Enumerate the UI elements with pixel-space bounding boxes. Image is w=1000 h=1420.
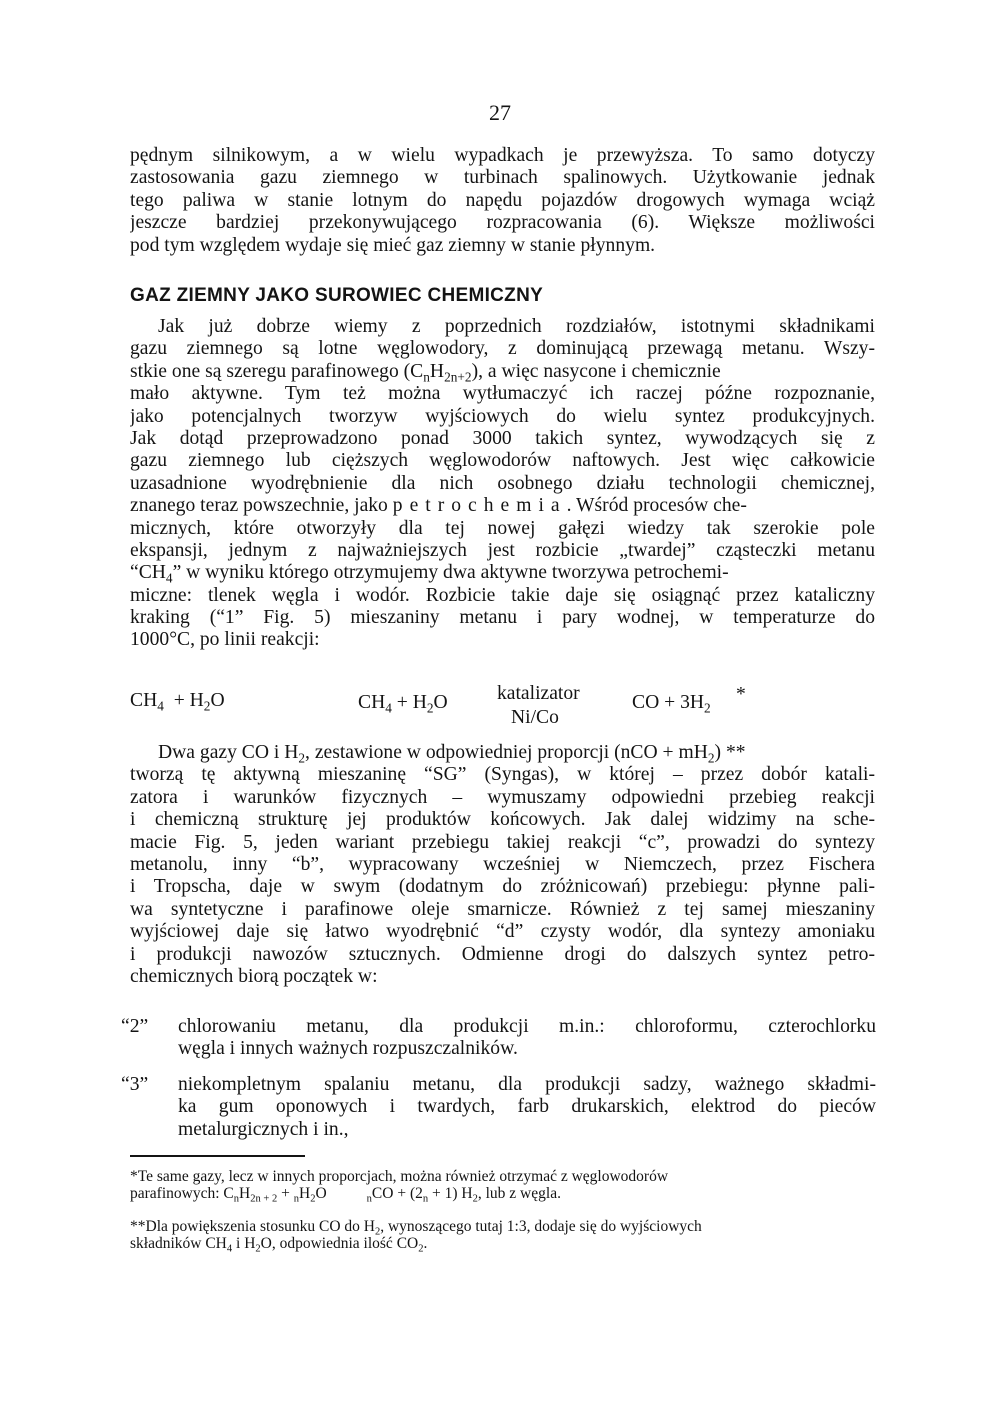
footnote-separator — [130, 1155, 305, 1157]
footnote-2 — [130, 1218, 890, 1255]
text-line: jako potencjalnych tworzyw wyjściowych do wielu syntez produkcyjnych. — [130, 405, 875, 427]
text-line: miczne: tlenek węgla i wodór. Rozbicie takie daje się osiągnąć przez kataliczny — [130, 584, 875, 606]
text-line: Dwa gazy CO i $H_2$, zestawione w odpowiedniej proporcji $(nCO + mH_2)$ ** — [158, 742, 746, 765]
text-line: węgla i innych ważnych rozpuszczalników. — [178, 1038, 518, 1060]
footnote-marker: * — [736, 684, 746, 705]
list-item-label: “3” — [121, 1074, 149, 1095]
reaction-right: CO + $3H_2$ — [632, 692, 711, 716]
list-item — [178, 1074, 876, 1141]
text-line: chemicznych biorą początek w: — [130, 965, 378, 987]
text-line: wa syntetyczne i parafinowe oleje smarnicze. Również z tej samej mieszaniny — [130, 898, 875, 920]
text-line: micznych, które otworzyły dla tej nowej gałęzi wiedzy tak szerokie pole — [130, 517, 875, 539]
list-item-label: “2” — [121, 1016, 149, 1037]
catalyst-top: katalizator — [497, 683, 580, 704]
reaction-middle: $CH_4 + H_2O$ — [358, 692, 448, 716]
text-line: gazu ziemnego lub cięższych węglowodorów naftowych. Jest więc całkowicie — [130, 450, 875, 472]
text-line: kraking (“1” Fig. 5) mieszaniny metanu i pary wodnej, w temperaturze do — [130, 607, 875, 629]
footnote-line: **Dla powiększenia stosunku CO do $H_2$, wynoszącego tutaj 1:3, dodaje się do wyjściowych — [130, 1218, 702, 1238]
section-heading: GAZ ZIEMNY JAKO SUROWIEC CHEMICZNY — [130, 285, 544, 306]
text-line: metanolu, inny “b”, wypracowany wcześniej w Niemczech, przez Fischera — [130, 853, 875, 875]
footnote-line: *Te same gazy, lecz w innych proporcjach, można również otrzymać z węglowodorów — [130, 1168, 669, 1185]
text-line: i chemiczną strukturę jej produktów końcowych. Jak dalej widzimy na sche- — [130, 809, 875, 831]
paragraph-1 — [130, 316, 875, 652]
text-line: Jak już dobrze wiemy z poprzednich rozdziałów, istotnymi składnikami — [158, 316, 875, 337]
text-line: metalurgicznych i in., — [178, 1118, 349, 1140]
page-number: 27 — [489, 100, 511, 125]
text-line: i produkcji nawozów sztucznych. Odmienne drogi do dalszych syntez petro- — [130, 943, 875, 965]
text-line: niekompletnym spalaniu metanu, dla produkcji sadzy, ważnego składmi- — [178, 1074, 876, 1095]
text-line: chlorowaniu metanu, dla produkcji m.in.: chloroformu, czterochlorku — [178, 1016, 876, 1037]
footnote-line: składników $CH_4$ i $H_2O$, odpowiednia ilość $CO_2$. — [130, 1235, 428, 1255]
text-line: jeszcze bardziej przekonywującego rozpracowania (6). Większe możliwości — [130, 212, 875, 234]
text-line: macie Fig. 5, jeden wariant przebiegu takiej reakcji “c”, prowadzi do syntezy — [130, 831, 875, 853]
catalyst-bottom: Ni/Co — [511, 707, 559, 728]
text-line: ka gum oponowych i twardych, farb drukarskich, elektrod do pieców — [178, 1096, 876, 1118]
text-line: tworzą tę aktywną mieszaninę “SG” (Syngas), w której – przez dobór katali- — [130, 764, 875, 786]
text-line: Jak dotąd przeprowadzono ponad 3000 takich syntez, wywodzących się z — [130, 427, 875, 449]
text-line: mało aktywne. Tym też można wytłumaczyć ich raczej późne rozpoznanie, — [130, 383, 875, 405]
text-line: stkie one są szeregu parafinowego $(C_nH_{2n+2})$, a więc nasycone i chemicznie — [130, 360, 721, 384]
text-line: wyjściowej daje się łatwo wyodrębnić “d” czysty wodór, dla syntezy amoniaku — [130, 921, 875, 943]
footnote-line: parafinowych: $C_nH_{2n + 2} + _nH_2O$ $_nCO + (2_n + 1)$ $H_2$, lub z węgla. — [130, 1185, 561, 1205]
paragraph-2 — [130, 742, 875, 988]
footnote-1 — [130, 1168, 890, 1205]
text-line: 1000°C, po linii reakcji: — [130, 629, 320, 651]
reaction-left: $CH_4 + H_2O$ — [130, 690, 225, 714]
text-line: tego paliwa w stanie lotnym do napędu pojazdów drogowych wymaga wciąż — [130, 189, 875, 211]
text-line: pędnym silnikowym, a w wielu wypadkach je przewyższa. To samo dotyczy — [130, 145, 875, 166]
spaced-term: petrochemia — [392, 495, 567, 517]
text-line: pod tym względem wydaje się mieć gaz ziemny w stanie płynnym. — [130, 234, 656, 256]
list-item — [178, 1016, 876, 1061]
text-line: znanego teraz powszechnie, jako petrochemia. Wśród procesów che- — [130, 495, 747, 517]
intro-paragraph — [130, 145, 875, 257]
text-line: ekspansji, jednym z najważniejszych jest rozbicie „twardej” cząsteczki metanu — [130, 539, 875, 561]
text-line: zastosowania gazu ziemnego w turbinach spalinowych. Użytkowanie jednak — [130, 167, 875, 189]
text-line: i Tropscha, daje w swym (dodatnym do zróżnicowań) przebiegu: płynne pali- — [130, 876, 875, 898]
text-line: “$CH_4$” w wyniku którego otrzymujemy dwa aktywne tworzywa petrochemi- — [130, 562, 729, 585]
text-line: uzasadnione wyodrębnienie dla nich osobnego działu technologii chemicznej, — [130, 472, 875, 494]
text-line: zatora i warunków fizycznych – wymuszamy odpowiedni przebieg reakcji — [130, 786, 875, 808]
text-line: gazu ziemnego są lotne węglowodory, z dominującą przewagą metanu. Wszy- — [130, 338, 875, 360]
